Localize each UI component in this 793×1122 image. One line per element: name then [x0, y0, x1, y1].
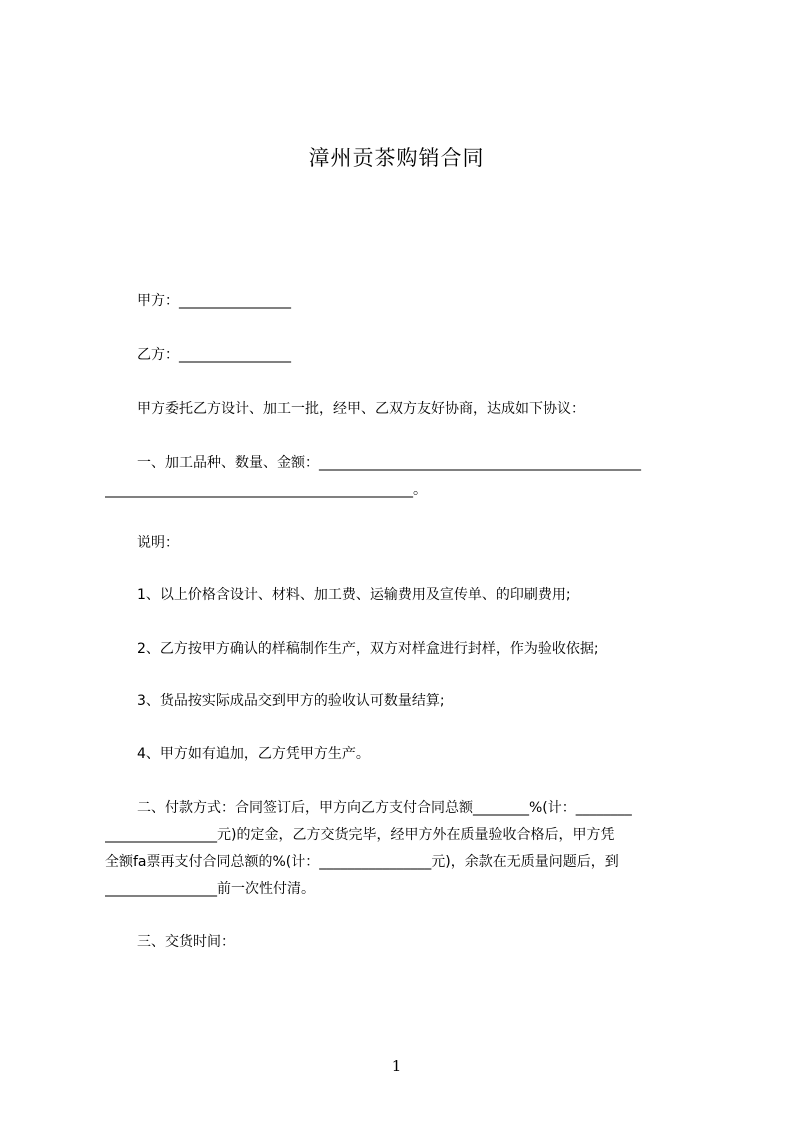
section-2-line-4: ________________前一次性付清。: [105, 881, 315, 897]
party-b-line: 乙方：________________: [137, 347, 291, 363]
section-1-line-2: ____________________________________________。: [105, 482, 427, 498]
section-1-line-1: 一、加工品种、数量、金额：______________________________________________: [137, 455, 641, 471]
notes-heading: 说明：: [137, 535, 179, 551]
note-item-3: 3、货品按实际成品交到甲方的验收认可数量结算;: [137, 693, 445, 709]
party-a-line: 甲方：________________: [137, 293, 291, 309]
section-3-heading: 三、交货时间：: [137, 934, 235, 950]
note-item-1: 1、以上价格含设计、材料、加工费、运输费用及宣传单、的印刷费用;: [137, 587, 571, 603]
note-item-4: 4、甲方如有追加，乙方凭甲方生产。: [137, 746, 370, 762]
section-2-line-1: 二、付款方式：合同签订后，甲方向乙方支付合同总额________%(计：________: [137, 800, 632, 816]
intro-paragraph: 甲方委托乙方设计、加工一批，经甲、乙双方友好协商，达成如下协议：: [137, 401, 585, 417]
section-2-line-3: 全额fa票再支付合同总额的%(计：________________元)，余款在无质量问题后，到: [105, 854, 619, 870]
document-title: 漳州贡茶购销合同: [308, 146, 485, 170]
section-2-line-2: ________________元)的定金，乙方交货完毕，经甲方外在质量验收合格后，甲方凭: [105, 827, 615, 843]
note-item-2: 2、乙方按甲方确认的样稿制作生产，双方对样盒进行封样，作为验收依据;: [137, 641, 599, 657]
page-number: 1: [391, 1057, 402, 1075]
